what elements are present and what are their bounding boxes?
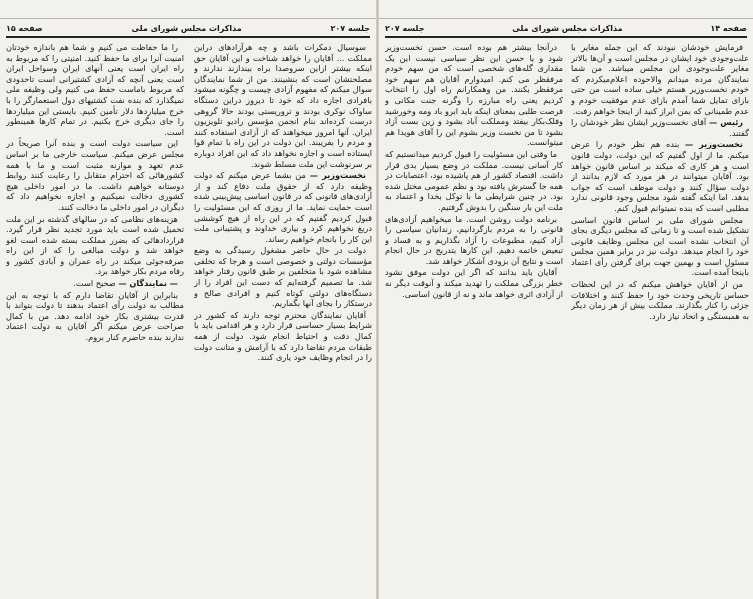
text-column-left xyxy=(385,42,563,594)
paragraph-text: این سیاست دولت است و بنده آنرا صریحاً در مجلس عرض میکنم. سیاست خارجی ما بر اساس عدم تعهد و موازنه مثبت است و ما با همه کشورهائی که احترام متقابل را رعایت کنند روابط دوستانه خواهیم داشت. ما در امور داخلی هیچ کشوری دخالت نمیکنیم و اجازه نخواهیم داد که دیگران در امور داخلی ما دخالت کنند. xyxy=(6,138,184,212)
paragraph xyxy=(571,215,749,279)
speaker-name: رئیس — xyxy=(709,117,743,128)
paragraph xyxy=(194,42,372,169)
paragraph xyxy=(385,149,563,213)
paragraph xyxy=(6,214,184,278)
paragraph xyxy=(6,290,184,343)
paragraph-text: فرمایش خودشان نبودند که این جمله مغایر با علت‌وجودی خود ایشان در مجلس است و آن‌ها بالاتر مغایر علت‌وجودی این مجلس میباشد. من شما نمایندگان مرده میدانم والاحوده اعلام‌میکردم که خودم نخست‌وزیر هستم خیلی ساده است من حتی بازای تمایل شما آمدم بازای عدم موفقیت خودم و عدم طمینانی که بمن ابراز کنید از اینجا خواهم رفت. xyxy=(571,42,749,116)
paragraph-text: مجلس شورای ملی بر اساس قانون اساسی تشکیل شده است و تا زمانی که مجلس دیگری بجای آن انتخاب نشده است این مجلس وظایف قانونی خود را انجام میدهد. دولت نیز در برابر همین مجلس مسئول است و بهمین جهت برای گرفتن رأی اعتماد باینجا آمده است. xyxy=(571,214,749,278)
page-number: صفحه ۱۵ xyxy=(6,23,43,33)
paragraph xyxy=(571,42,749,116)
scan-edge-line xyxy=(379,18,753,19)
paragraph xyxy=(194,245,372,309)
paragraph-text: ما وقتی این مسئولیت را قبول کردیم میدانستیم که کار آسانی نیست. مملکت در وضع بسیار بدی قرار داشت. اقتصاد کشور از هم پاشیده بود، اعتصابات در همه جا گسترش یافته بود و نظم عمومی مختل شده بود. در چنین شرایطی ما با توکل بخدا و اعتماد به ملت این بار سنگین را بدوش گرفتیم. xyxy=(385,148,563,212)
running-title: مذاکرات مجلس شورای ملی xyxy=(512,23,623,33)
paragraph-text: را ما حفاظت می کنیم و شما هم باندازه خودتان امنیت آنرا برای ما حفظ کنید. امنیتی را که مربوط به راه ایران است یعنی آنهای ایران وسواحل ایران است یعنی آنچه که آزادی کشتیرانی است تاحدودی که مربوط باماست حفظ می کنیم ولی وظیفه ملی نمیگذارد که بنده نفت کشتیهای دول استعمارگر را با خرج میلیاردها دلار تأمین کنیم. بایستی این میلیاردها را جای دیگری خرج بکنیم. در تمام کارها همینطور است. xyxy=(6,42,184,137)
paragraph xyxy=(385,267,563,299)
paragraph-text: درآنجا بیشتر هم بوده است. حسن نخست‌وزیر شود و یا حسن این نظر سیاسی نیست این یک مقداری گله‌های شخصی است که من سهم خودم مرفقظر می کنم. امیدوارم آقایان هم سهم خود مرفقظر بکنند. من وهمکارانم راه اول را انتخاب کردیم یعنی راه مبارزه را وگرنه جنت مکانی و فرصت طلبی بمعنای اینکه باید ابرو باد ومه وخورشید وفلک‌بکار بیفتد ومملکت آباد بشود و زین بست آزاد بشود تا من نخست وزیر بشوم این را آقای هویدا هم میتوانست. xyxy=(385,42,563,148)
speaker-name: نخست‌وزیر — xyxy=(309,170,367,181)
paragraph-text: بنده هم نظر خودم را عرض میکنم. ما از اول گفتیم که این دولت، دولت قانون است و هر کاری که میکند بر اساس قانون خواهد بود. آقایان میتوانند در هر مورد که لازم بدانند از دولت سؤال کنند و دولت موظف است که جواب بدهد. اما اینکه گفته شود مجلس وجود قانونی ندارد مطلبی است که بنده نمیتوانم قبول کنم. xyxy=(571,139,749,213)
session-number: جلسه ۲۰۷ xyxy=(385,23,425,33)
right-page xyxy=(379,0,753,599)
paragraph-text: آقایان باید بدانند که اگر این دولت موفق نشود خطر بزرگی مملکت را تهدید میکند و آنوقت دیگر نه از آزادی اثری خواهد ماند و نه از قانون اساسی. xyxy=(385,267,563,299)
paragraph-text: آقای نخست‌وزیر ایشان نظر خودشان را گفتند. xyxy=(571,117,749,138)
paragraph xyxy=(6,138,184,212)
paragraph-text: صحیح است. xyxy=(73,278,116,289)
session-number: جلسه ۲۰۷ xyxy=(330,23,370,33)
text-column-right xyxy=(194,42,372,594)
paragraph-text: آقایان نمایندگان محترم توجه دارند که کشور در شرایط بسیار حساسی قرار دارد و هر اقدامی باید با کمال دقت و احتیاط انجام شود. دولت از همه طبقات مردم تقاضا دارد که با آرامش و متانت دولت را در انجام وظایف خود یاری کنند. xyxy=(194,309,372,363)
paragraph-text: برنامه دولت روشن است. ما میخواهیم آزادی‌های قانونی را به مردم بازگردانیم، زندانیان سیاسی را آزاد کنیم، مطبوعات را آزاد بگذاریم و به فساد و تبعیض خاتمه دهیم. این کارها بتدریج در حال انجام است و نتایج آن بزودی آشکار خواهد شد. xyxy=(385,213,563,266)
paragraph xyxy=(6,278,184,289)
paragraph-text: سوسیال دمکرات باشد و چه هرآزادهای دراین مملکت ... آقایان را خواهد شناخت و این آقایان حق اینکه بیشتر ازاین سروصدا براه بیندازند ندارند و مصلحتشان است که بنشینند. من از شما نمایندگان سوال میکنم که مفهوم آزادی چیست و چگونه میشود بافرادی اجازه داد که خود تا دیروز دراین دستگاه ساواک نوکری بودند و تروریستی بودند حالا گروهی درست کرده‌اند بنام انجمن مؤسس رادیو تلویزیون ایران. آنها امروز میخواهند که از آزادی استفاده کنند و مردم را بفریبند. این دولت در این راه با تمام قوا ایستاده است و اجازه نخواهد داد که این افراد دوباره بر سرنوشت این ملت مسلط شوند. xyxy=(194,42,372,169)
paragraph xyxy=(6,42,184,137)
paragraph-text: من از آقایان خواهش میکنم که در این لحظات حساس تاریخی وحدت خود را حفظ کنند و اختلافات جزئی را کنار بگذارند. مملکت بیش از هر زمان دیگر به همبستگی و اتحاد نیاز دارد. xyxy=(571,279,749,321)
paragraph xyxy=(571,139,749,213)
paragraph-text: من بشما عرض میکنم که دولت وظیفه دارد که از حقوق ملت دفاع کند و از آزادی‌های قانونی که در قانون اساسی پیش‌بینی شده است حمایت نماید. ما از روزی که این مسئولیت را قبول کردیم گفتیم که در این راه از هیچ کوششی دریغ نخواهیم کرد و بیاری خداوند و پشتیبانی ملت این کار را بانجام خواهیم رساند. xyxy=(194,170,372,244)
paragraph xyxy=(385,214,563,267)
page-header xyxy=(385,22,747,34)
paragraph xyxy=(571,117,749,138)
paragraph xyxy=(194,170,372,244)
header-rule xyxy=(6,36,370,38)
header-rule xyxy=(385,36,747,38)
page-number: صفحه ۱۴ xyxy=(710,23,747,33)
scan-edge-line xyxy=(0,18,376,19)
paragraph xyxy=(385,42,563,148)
paragraph-text: هزینه‌های نظامی که در سالهای گذشته بر این ملت تحمیل شده است باید مورد تجدید نظر قرار گیرد. قراردادهائی که بضرر مملکت بسته شده است لغو خواهد شد و دولت مبالغی را که از این راه صرفه‌جوئی میکند در راه عمران و آبادی کشور و رفاه مردم بکار خواهد برد. xyxy=(6,213,184,277)
paragraph xyxy=(571,279,749,321)
page-header xyxy=(6,22,370,34)
text-column-right xyxy=(571,42,749,594)
paragraph-text: بنابراین از آقایان تقاضا دارم که با توجه به این مطالب به دولت رأی اعتماد بدهند تا دولت بتواند با قدرت بیشتری بکار خود ادامه دهد. من با کمال صراحت عرض میکنم اگر آقایان به دولت اعتماد ندارند بنده حاضرم کنار بروم. xyxy=(6,289,184,343)
text-column-left xyxy=(6,42,184,594)
speaker-name: — نمایندگان — xyxy=(118,278,178,289)
paragraph-text: دولت در حال حاضر مشغول رسیدگی به وضع مؤسسات دولتی و خصوصی است و هرجا که تخلفی مشاهده شود با متخلفین بر طبق قانون رفتار خواهد شد. ما تصمیم گرفته‌ایم که دست این افراد را از دستگاه‌های دولتی کوتاه کنیم و افرادی صالح و درستکار را بجای آنها بگماریم. xyxy=(194,245,372,309)
left-page xyxy=(0,0,376,599)
running-title: مذاکرات مجلس شورای ملی xyxy=(131,23,242,33)
paragraph xyxy=(194,310,372,363)
speaker-name: نخست‌وزیر — xyxy=(684,139,743,150)
